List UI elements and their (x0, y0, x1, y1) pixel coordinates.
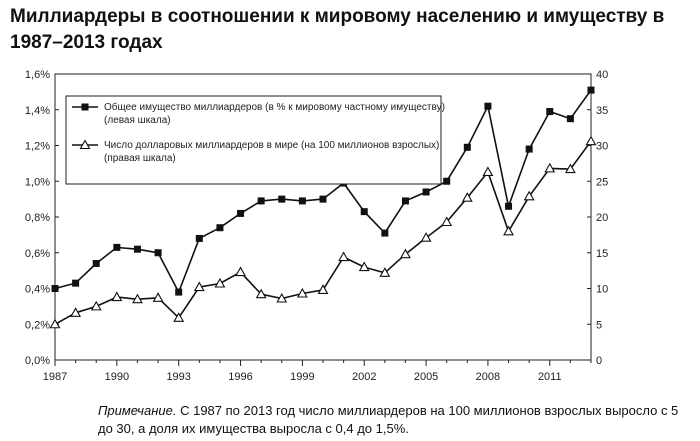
y-right-tick-label: 0 (596, 355, 603, 367)
series-2-point (504, 227, 513, 235)
series-1-point (546, 108, 553, 115)
series-1-point (216, 224, 223, 231)
series-1-point (258, 197, 265, 204)
series-1-point (237, 210, 244, 217)
series-1-point (526, 146, 533, 153)
legend-sublabel: (правая шкала) (104, 153, 176, 164)
series-1-point (505, 203, 512, 210)
series-2-point (92, 302, 101, 310)
series-1-point (113, 244, 120, 251)
series-1-point (567, 115, 574, 122)
x-tick-label: 1990 (104, 371, 130, 383)
y-left-tick-label: 0,8% (24, 212, 50, 224)
x-tick-label: 2011 (537, 371, 562, 383)
x-tick-label: 2002 (351, 371, 377, 383)
y-right-tick-label: 40 (596, 69, 609, 81)
note-text: С 1987 по 2013 год число миллиардеров на 100 миллионов взрослых выросло с 5 до 30, а доля их имущества выросла с 0,4 до 1,5%. (98, 403, 679, 436)
series-1-point (52, 285, 59, 292)
series-2-point (483, 167, 492, 175)
x-tick-label: 1987 (42, 371, 68, 383)
x-tick-label: 1999 (290, 371, 315, 383)
y-left-tick-label: 1,2% (24, 140, 50, 153)
y-left-tick-label: 1,6% (24, 69, 50, 81)
x-tick-label: 1993 (166, 371, 191, 383)
series-1-point (134, 246, 141, 253)
series-1-point (464, 144, 471, 151)
x-tick-label: 1996 (228, 371, 253, 383)
series-1-point (196, 235, 203, 242)
x-tick-label: 2008 (475, 371, 501, 383)
series-1-point (588, 87, 595, 94)
legend-label: Общее имущество миллиардеров (в % к мировому частному имуществу) (104, 102, 445, 113)
y-left-tick-label: 0,0% (24, 355, 50, 367)
series-1-point (443, 178, 450, 185)
series-1-point (320, 196, 327, 203)
y-right-tick-label: 20 (596, 212, 609, 224)
y-right-tick-label: 10 (596, 283, 609, 296)
y-left-tick-label: 0,4% (24, 283, 50, 296)
y-right-tick-label: 35 (596, 104, 609, 117)
series-1-point (155, 249, 162, 256)
series-1-point (381, 230, 388, 237)
series-2-point (215, 279, 224, 287)
series-1-point (299, 197, 306, 204)
legend-label: Число долларовых миллиардеров в мире (на 100 миллионов взрослых) (104, 140, 440, 151)
y-right-tick-label: 5 (596, 319, 603, 332)
series-2-point (112, 293, 121, 301)
y-left-tick-label: 1,4% (24, 104, 50, 117)
series-1-point (278, 196, 285, 203)
y-left-tick-label: 0,2% (24, 319, 50, 332)
series-1-point (361, 208, 368, 215)
series-2-point (236, 268, 245, 276)
series-2-point (360, 263, 369, 271)
y-right-tick-label: 30 (596, 140, 609, 153)
y-right-tick-label: 25 (596, 176, 609, 189)
series-2-point (339, 253, 348, 261)
series-2-point (319, 285, 328, 293)
series-1-point (402, 197, 409, 204)
x-tick-label: 2005 (413, 371, 439, 383)
series-1-point (175, 289, 182, 296)
series-1-point (423, 188, 430, 195)
legend-square-marker (82, 104, 89, 111)
y-right-tick-label: 15 (596, 247, 609, 260)
y-left-tick-label: 1,0% (24, 176, 50, 189)
chart-note (98, 402, 688, 438)
y-left-tick-label: 0,6% (24, 247, 50, 260)
series-1-point (72, 280, 79, 287)
chart-title: Миллиардеры в соотношении к мировому населению и имуществу в 1987–2013 годах (10, 6, 665, 53)
series-1-point (484, 103, 491, 110)
note-lead: Примечание. (98, 403, 177, 418)
series-2-point (587, 137, 596, 145)
series-1-point (93, 260, 100, 267)
legend-sublabel: (левая шкала) (104, 115, 171, 126)
